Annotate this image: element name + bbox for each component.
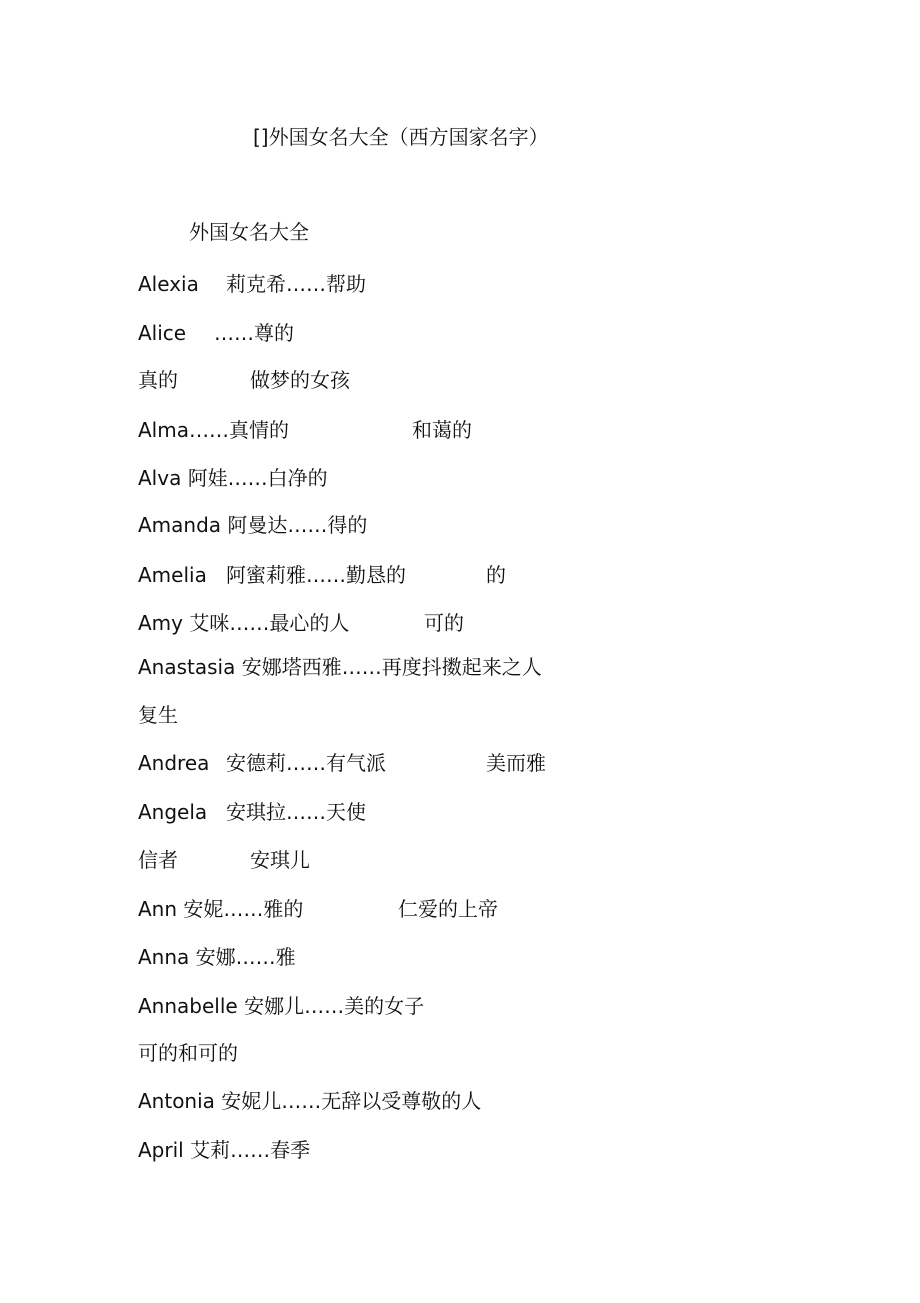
entry-text: 安德莉……有气派 xyxy=(226,751,386,775)
entry-text: Ann 安妮……雅的 xyxy=(138,897,304,921)
entry-text: Angela xyxy=(138,800,208,824)
entry-text: Annabelle 安娜儿……美的女子 xyxy=(138,994,425,1018)
entry-text: 真的 xyxy=(138,368,178,392)
entry-text: 和蔼的 xyxy=(412,418,472,442)
entry-text: 安琪儿 xyxy=(250,848,310,872)
section-heading: 外国女名大全 xyxy=(189,220,309,244)
entry-text: 莉克希……帮助 xyxy=(226,272,366,296)
entry-text: 复生 xyxy=(138,703,178,727)
entry-text: 可的和可的 xyxy=(138,1041,238,1065)
entry-text: 的 xyxy=(486,563,506,587)
entry-text: 美而雅 xyxy=(486,751,546,775)
entry-text: Amanda 阿曼达……得的 xyxy=(138,513,368,537)
entry-text: ……尊的 xyxy=(214,321,294,345)
document-title: []外国女名大全（西方国家名字） xyxy=(253,125,549,149)
entry-text: 可的 xyxy=(424,611,464,635)
entry-text: Alva 阿娃……白净的 xyxy=(138,466,328,490)
entry-text: April 艾莉……春季 xyxy=(138,1138,311,1162)
entry-text: Anna 安娜……雅 xyxy=(138,945,296,969)
entry-text: Alice xyxy=(138,321,187,345)
entry-text: Antonia 安妮儿……无辞以受尊敬的人 xyxy=(138,1089,482,1113)
entry-text: 信者 xyxy=(138,848,178,872)
entry-text: Alexia xyxy=(138,272,199,296)
entry-text: 阿蜜莉雅……勤恳的 xyxy=(226,563,406,587)
entry-text: 做梦的女孩 xyxy=(250,368,350,392)
entry-text: Andrea xyxy=(138,751,210,775)
entry-text: 仁爱的上帝 xyxy=(398,897,498,921)
entry-text: Anastasia 安娜塔西雅……再度抖擞起来之人 xyxy=(138,655,542,679)
entry-text: Alma……真情的 xyxy=(138,418,289,442)
entry-text: Amelia xyxy=(138,563,207,587)
entry-text: 安琪拉……天使 xyxy=(226,800,366,824)
entry-text: Amy 艾咪……最心的人 xyxy=(138,611,350,635)
